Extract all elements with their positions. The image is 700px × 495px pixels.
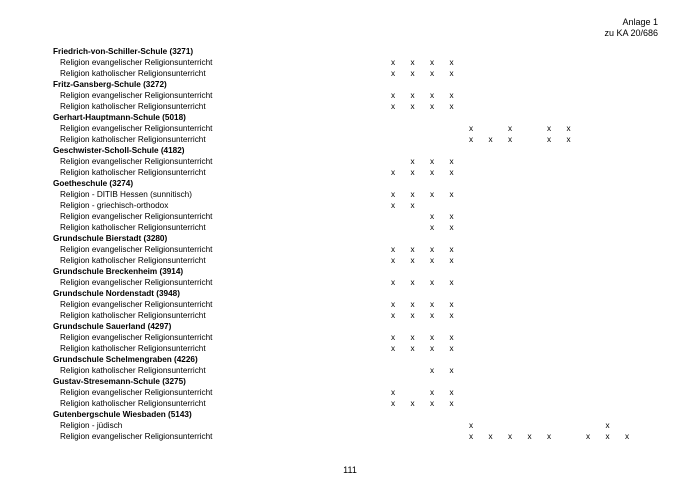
offering-mark: x — [390, 300, 396, 309]
offering-mark: x — [410, 311, 415, 320]
subject-name: Religion evangelischer Religionsunterricht — [60, 432, 213, 441]
school-name: Grundschule Breckenheim (3914) — [53, 267, 184, 276]
subject-row — [53, 310, 653, 321]
school-name: Gustav-Stresemann-Schule (3275) — [53, 377, 186, 386]
school-name: Grundschule Bierstadt (3280) — [53, 234, 168, 243]
offering-mark: x — [546, 135, 552, 144]
offering-mark: x — [429, 157, 435, 166]
offering-mark: x — [390, 201, 396, 210]
offering-mark: x — [410, 344, 415, 353]
offering-mark: x — [488, 135, 493, 144]
annex-title: Anlage 1 — [622, 17, 658, 27]
school-name: Gutenbergschule Wiesbaden (5143) — [53, 410, 192, 419]
offering-mark: x — [468, 421, 474, 430]
school-heading — [53, 376, 653, 387]
offering-mark: x — [546, 432, 552, 441]
subject-name: Religion evangelischer Religionsunterricht — [60, 124, 213, 133]
subject-row — [53, 244, 653, 255]
school-heading — [53, 178, 653, 189]
offering-mark: x — [449, 245, 454, 254]
offering-mark: x — [390, 256, 396, 265]
school-religion-table — [53, 46, 653, 442]
subject-name: Religion - griechisch-orthodox — [60, 201, 169, 210]
offering-mark: x — [468, 432, 474, 441]
offering-mark: x — [449, 212, 454, 221]
subject-row — [53, 387, 653, 398]
offering-mark: x — [449, 333, 454, 342]
subject-name: Religion katholischer Religionsunterricht — [60, 223, 206, 232]
subject-name: Religion katholischer Religionsunterricht — [60, 256, 206, 265]
offering-mark: x — [449, 157, 454, 166]
offering-mark: x — [410, 190, 415, 199]
school-heading — [53, 288, 653, 299]
school-name: Geschwister-Scholl-Schule (4182) — [53, 146, 185, 155]
offering-mark: x — [429, 399, 435, 408]
subject-name: Religion katholischer Religionsunterricht — [60, 135, 206, 144]
offering-mark: x — [429, 256, 435, 265]
offering-mark: x — [390, 168, 396, 177]
offering-mark: x — [410, 333, 415, 342]
subject-name: Religion evangelischer Religionsunterricht — [60, 388, 213, 397]
offering-mark: x — [449, 311, 454, 320]
offering-mark: x — [429, 91, 435, 100]
offering-mark: x — [429, 58, 435, 67]
offering-mark: x — [449, 190, 454, 199]
offering-mark: x — [410, 102, 415, 111]
offering-mark: x — [390, 91, 396, 100]
subject-name: Religion evangelischer Religionsunterricht — [60, 278, 213, 287]
offering-mark: x — [410, 300, 415, 309]
subject-name: Religion evangelischer Religionsunterricht — [60, 300, 213, 309]
offering-mark: x — [429, 278, 435, 287]
subject-row — [53, 123, 653, 134]
subject-row — [53, 101, 653, 112]
school-heading — [53, 79, 653, 90]
offering-mark: x — [410, 399, 415, 408]
subject-name: Religion evangelischer Religionsunterricht — [60, 333, 213, 342]
school-heading — [53, 233, 653, 244]
subject-name: Religion katholischer Religionsunterricht — [60, 102, 206, 111]
subject-row — [53, 343, 653, 354]
offering-mark: x — [410, 69, 415, 78]
offering-mark: x — [429, 366, 435, 375]
offering-mark: x — [410, 58, 415, 67]
offering-mark: x — [449, 69, 454, 78]
school-name: Friedrich-von-Schiller-Schule (3271) — [53, 47, 194, 56]
offering-mark: x — [390, 102, 396, 111]
offering-mark: x — [410, 168, 415, 177]
subject-row — [53, 222, 653, 233]
school-heading — [53, 321, 653, 332]
school-name: Grundschule Sauerland (4297) — [53, 322, 172, 331]
school-heading — [53, 409, 653, 420]
offering-mark: x — [390, 388, 396, 397]
offering-mark: x — [429, 333, 435, 342]
offering-mark: x — [449, 300, 454, 309]
subject-row — [53, 68, 653, 79]
document-annex-label — [604, 17, 658, 39]
offering-mark: x — [390, 58, 396, 67]
subject-row — [53, 57, 653, 68]
subject-name: Religion katholischer Religionsunterricht — [60, 168, 206, 177]
subject-name: Religion evangelischer Religionsunterricht — [60, 91, 213, 100]
subject-row — [53, 332, 653, 343]
subject-name: Religion katholischer Religionsunterricht — [60, 69, 206, 78]
offering-mark: x — [429, 245, 435, 254]
annex-reference: zu KA 20/686 — [604, 28, 658, 38]
offering-mark: x — [410, 278, 415, 287]
offering-mark: x — [410, 91, 415, 100]
subject-row — [53, 200, 653, 211]
school-heading — [53, 266, 653, 277]
offering-mark: x — [605, 421, 610, 430]
offering-mark: x — [449, 388, 454, 397]
subject-name: Religion katholischer Religionsunterricht — [60, 399, 206, 408]
offering-mark: x — [410, 201, 415, 210]
offering-mark: x — [390, 311, 396, 320]
school-name: Grundschule Nordenstadt (3948) — [53, 289, 180, 298]
offering-mark: x — [449, 91, 454, 100]
school-heading — [53, 112, 653, 123]
offering-mark: x — [410, 256, 415, 265]
offering-mark: x — [624, 432, 630, 441]
offering-mark: x — [507, 135, 513, 144]
offering-mark: x — [449, 102, 454, 111]
subject-row — [53, 134, 653, 145]
school-name: Gerhart-Hauptmann-Schule (5018) — [53, 113, 186, 122]
offering-mark: x — [585, 432, 591, 441]
school-name: Fritz-Gansberg-Schule (3272) — [53, 80, 167, 89]
offering-mark: x — [546, 124, 552, 133]
subject-name: Religion - jüdisch — [60, 421, 123, 430]
offering-mark: x — [449, 168, 454, 177]
subject-row — [53, 420, 653, 431]
offering-mark: x — [429, 344, 435, 353]
offering-mark: x — [449, 58, 454, 67]
subject-name: Religion - DITIB Hessen (sunnitisch) — [60, 190, 192, 199]
offering-mark: x — [390, 69, 396, 78]
subject-row — [53, 211, 653, 222]
subject-row — [53, 90, 653, 101]
subject-name: Religion katholischer Religionsunterricht — [60, 311, 206, 320]
subject-name: Religion evangelischer Religionsunterricht — [60, 212, 213, 221]
offering-mark: x — [429, 190, 435, 199]
offering-mark: x — [429, 311, 435, 320]
offering-mark: x — [429, 168, 435, 177]
offering-mark: x — [449, 256, 454, 265]
offering-mark: x — [605, 432, 610, 441]
subject-row — [53, 398, 653, 409]
offering-mark: x — [468, 135, 474, 144]
subject-row — [53, 431, 653, 442]
subject-row — [53, 156, 653, 167]
offering-mark: x — [390, 399, 396, 408]
offering-mark: x — [390, 190, 396, 199]
offering-mark: x — [566, 124, 571, 133]
offering-mark: x — [390, 344, 396, 353]
offering-mark: x — [488, 432, 493, 441]
offering-mark: x — [429, 300, 435, 309]
offering-mark: x — [429, 69, 435, 78]
offering-mark: x — [429, 212, 435, 221]
offering-mark: x — [449, 399, 454, 408]
offering-mark: x — [468, 124, 474, 133]
offering-mark: x — [410, 245, 415, 254]
subject-row — [53, 255, 653, 266]
offering-mark: x — [429, 102, 435, 111]
offering-mark: x — [429, 223, 435, 232]
offering-mark: x — [507, 432, 513, 441]
subject-row — [53, 365, 653, 376]
school-heading — [53, 46, 653, 57]
school-name: Goetheschule (3274) — [53, 179, 134, 188]
offering-mark: x — [390, 278, 396, 287]
offering-mark: x — [449, 366, 454, 375]
subject-name: Religion evangelischer Religionsunterricht — [60, 58, 213, 67]
offering-mark: x — [390, 333, 396, 342]
subject-row — [53, 167, 653, 178]
offering-mark: x — [566, 135, 571, 144]
subject-name: Religion katholischer Religionsunterricht — [60, 344, 206, 353]
page-number: 111 — [343, 465, 357, 475]
subject-row — [53, 189, 653, 200]
offering-mark: x — [410, 157, 415, 166]
offering-mark: x — [449, 223, 454, 232]
subject-row — [53, 299, 653, 310]
offering-mark: x — [390, 245, 396, 254]
subject-name: Religion evangelischer Religionsunterricht — [60, 157, 213, 166]
school-heading — [53, 145, 653, 156]
subject-name: Religion evangelischer Religionsunterricht — [60, 245, 213, 254]
offering-mark: x — [527, 432, 532, 441]
school-name: Grundschule Schelmengraben (4226) — [53, 355, 198, 364]
subject-name: Religion katholischer Religionsunterricht — [60, 366, 206, 375]
offering-mark: x — [449, 278, 454, 287]
school-heading — [53, 354, 653, 365]
offering-mark: x — [507, 124, 513, 133]
offering-mark: x — [429, 388, 435, 397]
subject-row — [53, 277, 653, 288]
offering-mark: x — [449, 344, 454, 353]
